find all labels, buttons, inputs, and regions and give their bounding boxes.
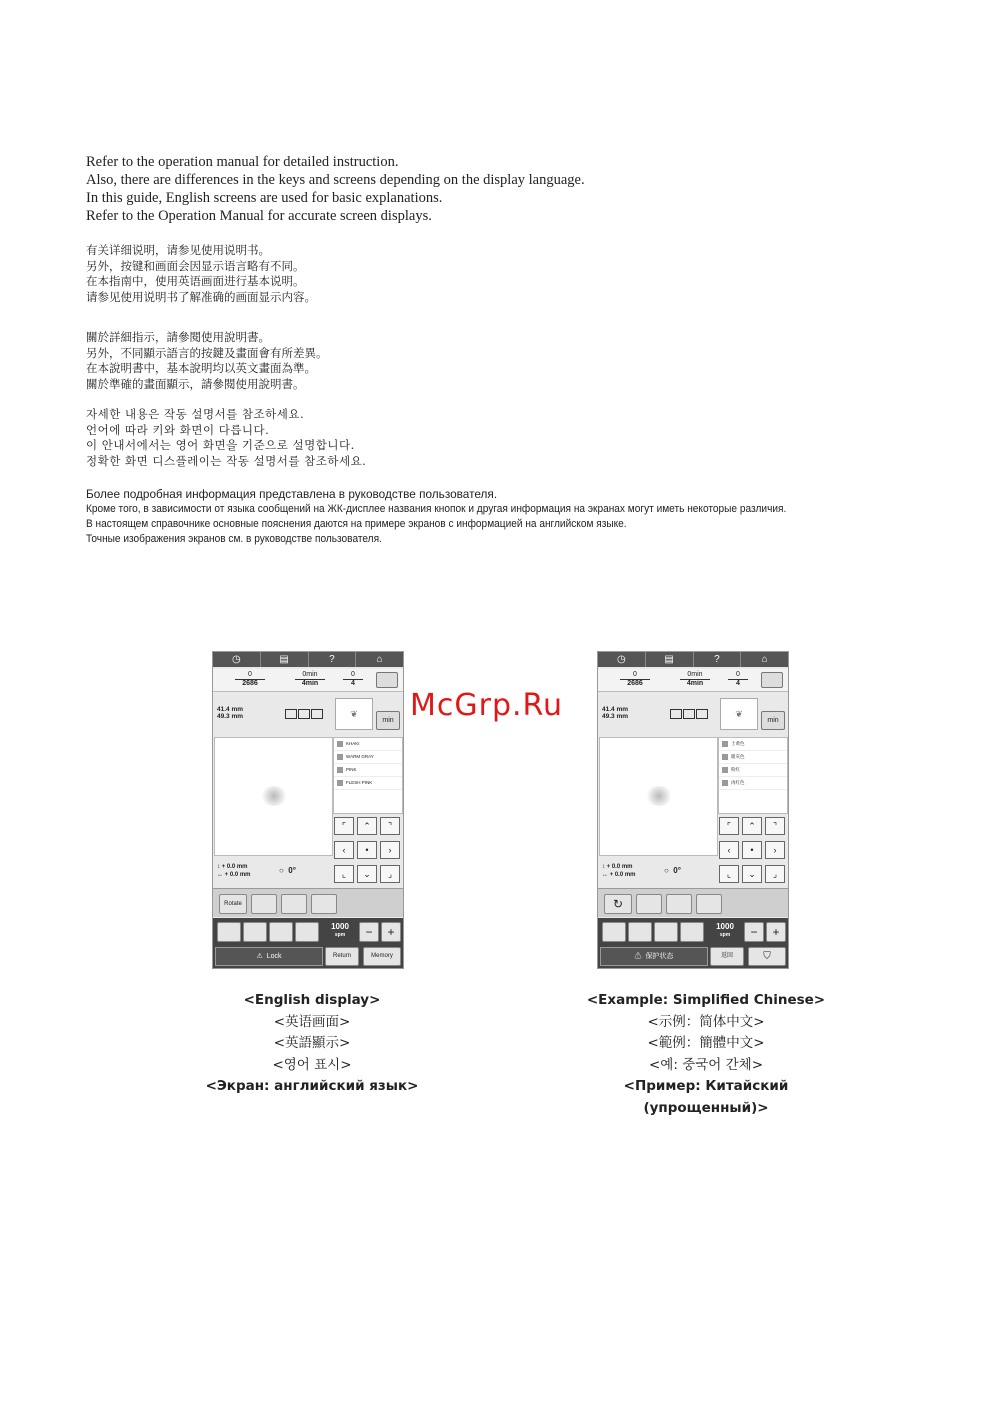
needle-button[interactable] xyxy=(243,922,267,942)
stitch-counter: 0 2686 xyxy=(235,671,265,688)
rotate-icon[interactable]: ↻ xyxy=(604,894,632,914)
frame-icons xyxy=(670,709,714,721)
intro-line: Refer to the operation manual for detailed instruction. xyxy=(86,154,399,170)
screen-topbar xyxy=(213,652,403,667)
caption-line: <英语画面> xyxy=(273,1013,351,1030)
help-icon[interactable]: ? xyxy=(694,652,742,667)
status-counters xyxy=(213,669,403,692)
return-button[interactable]: 返回 xyxy=(710,947,744,966)
color-item[interactable]: WARM GRAY xyxy=(334,751,402,764)
intro-line: В настоящем справочнике основные пояснения даются на примере экранов с информацией на английском языке. xyxy=(86,518,627,530)
edit-button[interactable] xyxy=(251,894,277,914)
lock-button[interactable]: ⚠ Lock xyxy=(215,947,323,966)
arrow-up-icon[interactable]: ⌃ xyxy=(742,817,762,835)
arrow-downright-icon[interactable]: ⌟ xyxy=(380,865,400,883)
stitch-counter: 0 2686 xyxy=(620,671,650,688)
frame-icons xyxy=(285,709,329,721)
area-button[interactable] xyxy=(295,922,319,942)
download-button[interactable] xyxy=(269,922,293,942)
color-list[interactable] xyxy=(333,737,403,814)
time-counter: 0min 4min xyxy=(295,671,325,688)
caption-line: <Экран: английский язык> xyxy=(205,1078,419,1094)
center-icon[interactable]: • xyxy=(357,841,377,859)
frame-button[interactable] xyxy=(311,894,337,914)
lock-button[interactable]: ⚠ 保护状态 xyxy=(600,947,708,966)
intro-line: In this guide, English screens are used for basic explanations. xyxy=(86,190,443,206)
intro-line: Более подробная информация представлена в руководстве пользователя. xyxy=(86,487,498,501)
caption-line: <영어 표시> xyxy=(272,1056,352,1073)
color-counter: 0 4 xyxy=(728,671,748,688)
caption-line: <範例：簡體中文> xyxy=(647,1035,765,1051)
embroidery-canvas[interactable] xyxy=(599,737,718,856)
speed-minus-button[interactable]: − xyxy=(359,922,379,942)
arrow-upleft-icon[interactable]: ⌜ xyxy=(719,817,739,835)
color-item[interactable]: PINK xyxy=(334,764,402,777)
speed-minus-button[interactable]: − xyxy=(744,922,764,942)
intro-line: 在本說明書中，基本說明均以英文畫面為準。 xyxy=(86,361,316,375)
cut-button[interactable] xyxy=(602,922,626,942)
clock-icon[interactable]: ◷ xyxy=(213,652,261,667)
intro-korean xyxy=(86,407,366,469)
caption-line: <英語顯示> xyxy=(273,1035,351,1051)
position-readout: ↕ + 0.0 mm ↔ + 0.0 mm xyxy=(602,864,636,878)
caption-english xyxy=(152,990,472,1098)
caption-chinese xyxy=(546,990,866,1119)
color-list[interactable] xyxy=(718,737,788,814)
min-button[interactable]: min xyxy=(376,711,400,730)
min-button[interactable]: min xyxy=(761,711,785,730)
intro-line: Also, there are differences in the keys and screens depending on the display language. xyxy=(86,172,585,188)
intro-line: Refer to the Operation Manual for accurate screen displays. xyxy=(86,208,432,224)
pattern-thumbnail: ❦ xyxy=(335,698,373,730)
pattern-preview xyxy=(261,786,287,806)
intro-line: 有关详细说明，请参见使用说明书。 xyxy=(86,243,270,257)
arrow-left-icon[interactable]: ‹ xyxy=(719,841,739,859)
pattern-size: 41.4 mm 49.3 mm xyxy=(217,706,244,720)
memory-button[interactable]: Memory xyxy=(363,947,401,966)
center-icon[interactable]: • xyxy=(742,841,762,859)
intro-russian xyxy=(86,487,847,547)
color-item[interactable]: 肉红色 xyxy=(719,777,787,790)
memory-icon[interactable]: ⛉ xyxy=(748,947,786,966)
intro-line: 另外，不同顯示語言的按鍵及畫面會有所差異。 xyxy=(86,345,328,360)
intro-line: 자세한 내용은 작동 설명서를 참조하세요. xyxy=(86,407,305,421)
color-counter: 0 4 xyxy=(343,671,363,688)
edit-toolbar xyxy=(598,888,788,917)
arrow-left-icon[interactable]: ‹ xyxy=(334,841,354,859)
caption-line: <Example: Simplified Chinese> xyxy=(586,992,826,1008)
pattern-thumbnail: ❦ xyxy=(720,698,758,730)
intro-line: 언어에 따라 키와 화면이 다릅니다. xyxy=(86,422,270,437)
color-item[interactable]: 粉红 xyxy=(719,764,787,777)
cut-button[interactable] xyxy=(217,922,241,942)
arrow-up-icon[interactable]: ⌃ xyxy=(357,817,377,835)
caption-line: (упрощенный)> xyxy=(643,1099,769,1116)
intro-chinese-traditional xyxy=(86,330,328,392)
control-bar xyxy=(598,918,788,968)
arrow-upright-icon[interactable]: ⌝ xyxy=(765,817,785,835)
screen-topbar xyxy=(598,652,788,667)
intro-line: 關於準確的畫面顯示，請參閱使用說明書。 xyxy=(86,376,305,391)
edit-toolbar xyxy=(213,888,403,917)
arrow-downleft-icon[interactable]: ⌞ xyxy=(719,865,739,883)
arrow-downleft-icon[interactable]: ⌞ xyxy=(334,865,354,883)
area-button[interactable] xyxy=(680,922,704,942)
rotation-readout: ○ 0° xyxy=(279,866,296,875)
embroider-icon[interactable] xyxy=(376,672,398,688)
download-button[interactable] xyxy=(654,922,678,942)
home-icon[interactable]: ⌂ xyxy=(376,654,383,665)
document-icon[interactable]: ▤ xyxy=(646,652,694,667)
pattern-preview xyxy=(646,786,672,806)
arrow-upleft-icon[interactable]: ⌜ xyxy=(334,817,354,835)
color-item[interactable]: 暖灰色 xyxy=(719,751,787,764)
speed-plus-button[interactable]: + xyxy=(766,922,786,942)
intro-line: 请参见使用说明书了解准确的画面显示内容。 xyxy=(86,289,316,304)
embroider-icon[interactable] xyxy=(761,672,783,688)
arrow-downright-icon[interactable]: ⌟ xyxy=(765,865,785,883)
rotation-readout: ○ 0° xyxy=(664,866,681,875)
frame-button[interactable] xyxy=(696,894,722,914)
arrow-right-icon[interactable]: › xyxy=(765,841,785,859)
trial-button[interactable] xyxy=(281,894,307,914)
help-icon[interactable]: ? xyxy=(309,652,357,667)
arrow-right-icon[interactable]: › xyxy=(380,841,400,859)
embroidery-canvas[interactable] xyxy=(214,737,333,856)
document-icon[interactable]: ▤ xyxy=(261,652,309,667)
speed-readout: 1000 spm xyxy=(331,922,349,938)
watermark: McGrp.Ru xyxy=(410,688,564,723)
intro-line: 정확한 화면 디스플레이는 작동 설명서를 참조하세요. xyxy=(86,453,367,468)
caption-line: <示例：简体中文> xyxy=(647,1013,765,1030)
rotate-button[interactable]: Rotate xyxy=(219,894,247,914)
status-counters xyxy=(598,669,788,692)
intro-line: 關於詳細指示，請參閱使用說明書。 xyxy=(86,330,270,344)
needle-button[interactable] xyxy=(628,922,652,942)
color-item[interactable]: 土黄色 xyxy=(719,738,787,751)
color-item[interactable]: FLESH PINK xyxy=(334,777,402,790)
edit-button[interactable] xyxy=(636,894,662,914)
intro-line: 이 안내서에서는 영어 화면을 기준으로 설명합니다. xyxy=(86,438,355,452)
trial-button[interactable] xyxy=(666,894,692,914)
caption-line: <Пример: Китайский xyxy=(623,1078,789,1094)
time-counter: 0min 4min xyxy=(680,671,710,688)
intro-line: Кроме того, в зависимости от языка сообщений на ЖК-дисплее названия кнопок и другая информация на экранах могут иметь некоторые различия. xyxy=(86,503,787,515)
intro-line: 另外，按键和画面会因显示语言略有不同。 xyxy=(86,258,305,273)
home-icon[interactable]: ⌂ xyxy=(761,654,768,665)
pattern-size: 41.4 mm 49.3 mm xyxy=(602,706,629,720)
intro-english xyxy=(86,153,585,225)
caption-line: <English display> xyxy=(243,992,381,1008)
color-item[interactable]: KHAKI xyxy=(334,738,402,751)
arrow-down-icon[interactable]: ⌄ xyxy=(357,865,377,883)
caption-line: <예: 중국어 간체> xyxy=(649,1056,763,1073)
screen-english xyxy=(212,651,404,969)
speed-readout: 1000 spm xyxy=(716,922,734,938)
screen-chinese xyxy=(597,651,789,969)
return-button[interactable]: Return xyxy=(325,947,359,966)
control-bar xyxy=(213,918,403,968)
intro-line: 在本指南中，使用英语画面进行基本说明。 xyxy=(86,274,305,288)
intro-chinese-simplified xyxy=(86,243,316,305)
position-readout: ↕ + 0.0 mm ↔ + 0.0 mm xyxy=(217,864,251,878)
arrow-down-icon[interactable]: ⌄ xyxy=(742,865,762,883)
clock-icon[interactable]: ◷ xyxy=(598,652,646,667)
speed-plus-button[interactable]: + xyxy=(381,922,401,942)
arrow-upright-icon[interactable]: ⌝ xyxy=(380,817,400,835)
intro-line: Точные изображения экранов см. в руководстве пользователя. xyxy=(86,533,382,545)
